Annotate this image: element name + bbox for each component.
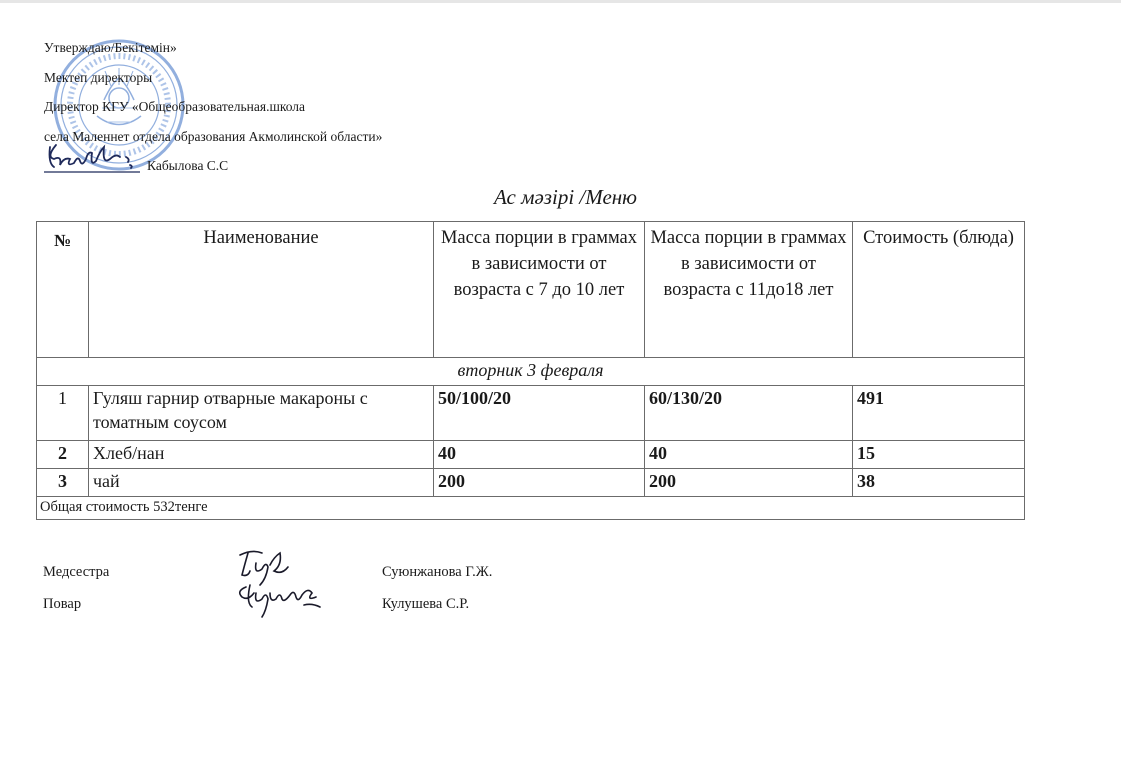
- table-row: [37, 441, 1025, 469]
- staff-role: Повар: [43, 596, 82, 612]
- row-mass-11-18: 200: [645, 469, 853, 497]
- header-name: Наименование: [89, 222, 434, 358]
- row-name: чай: [89, 469, 434, 497]
- approval-line: села Маленнет отдела образования Акмолинской области»: [44, 128, 383, 144]
- staff-row: [43, 588, 643, 620]
- staff-row: [43, 556, 643, 588]
- table-row: [37, 386, 1025, 441]
- scan-top-edge: [0, 0, 1121, 3]
- total-cost: Общая стоимость 532тенге: [37, 497, 1025, 520]
- header-mass-11-18: Масса порции в граммах в зависимости от возраста с 11до18 лет: [645, 222, 853, 358]
- header-num: №: [37, 222, 89, 358]
- row-cost: 38: [853, 469, 1025, 497]
- header-cost: Стоимость (блюда): [853, 222, 1025, 358]
- director-signature-icon: [40, 137, 150, 179]
- row-mass-7-10: 40: [434, 441, 645, 469]
- row-cost: 491: [853, 386, 1025, 441]
- row-num: 2: [37, 441, 89, 469]
- approval-line: Утверждаю/Бекітемін»: [44, 40, 177, 55]
- row-mass-7-10: 50/100/20: [434, 386, 645, 441]
- row-cost: 15: [853, 441, 1025, 469]
- day-row: [37, 358, 1025, 386]
- row-mass-11-18: 40: [645, 441, 853, 469]
- day-label: вторник 3 февраля: [37, 358, 1025, 386]
- staff-block: [43, 556, 643, 620]
- approval-line: Мектеп директоры: [44, 69, 153, 85]
- row-mass-11-18: 60/130/20: [645, 386, 853, 441]
- total-row: [37, 497, 1025, 520]
- staff-role: Медсестра: [43, 564, 110, 580]
- menu-table: [36, 221, 1025, 520]
- staff-name: Суюнжанова Г.Ж.: [382, 564, 493, 580]
- row-name: Хлеб/нан: [89, 441, 434, 469]
- header-mass-7-10: Масса порции в граммах в зависимости от возраста с 7 до 10 лет: [434, 222, 645, 358]
- staff-name: Кулушева С.Р.: [382, 596, 470, 612]
- table-header-row: [37, 222, 1025, 358]
- row-num: 1: [37, 386, 89, 441]
- row-name: Гуляш гарнир отварные макароны с томатным соусом: [89, 386, 434, 441]
- director-name: Кабылова С.С: [147, 158, 229, 173]
- approval-line: Директор КГУ «Общеобразовательная.школа: [44, 99, 306, 114]
- document-title: Ас мәзірі /Меню: [494, 185, 637, 209]
- row-mass-7-10: 200: [434, 469, 645, 497]
- table-row: [37, 469, 1025, 497]
- row-num: 3: [37, 469, 89, 497]
